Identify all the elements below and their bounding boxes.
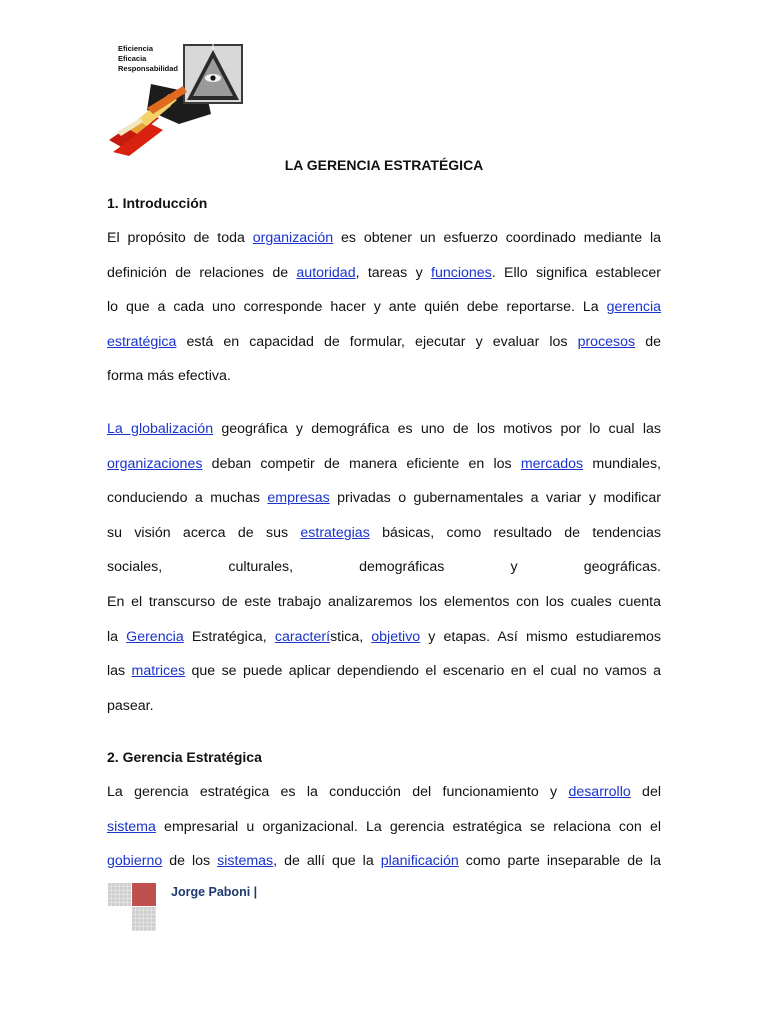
link-estrategica[interactable]: estratégica [107,333,177,350]
text-run: y [510,559,518,576]
link-mercados[interactable]: mercados [520,455,584,472]
link-la-globalizacion[interactable]: La globalización [107,421,214,437]
text-run: demográficas [359,559,445,576]
link-desarrollo[interactable]: desarrollo [568,784,631,800]
footer-logo-grid [108,883,156,931]
logo-line-eficacia: Eficacia [118,54,147,63]
paragraph-gerencia [107,775,661,879]
text-run: que se puede aplicar dependiendo el escenario en el cual no vamos a [185,663,661,680]
text-line [107,550,661,585]
text-line [107,810,661,845]
link-empresas[interactable]: empresas [267,490,330,507]
grid-squares-icon [108,883,156,931]
logo-line-responsabilidad: Responsabilidad [118,64,179,73]
text-run: su visión acerca de sus [107,524,301,541]
text-run: del [630,784,661,800]
link-objetivo[interactable]: objetivo [371,628,421,645]
text-line [107,844,661,879]
page-title: LA GERENCIA ESTRATÉGICA [284,157,484,173]
link-funciones[interactable]: funciones [431,264,492,281]
text-line [107,775,661,810]
text-line [107,290,661,325]
text-run: . Ello significa establecer [491,264,661,281]
header-logo [107,44,247,158]
text-run: está en capacidad de formular, ejecutar y evaluar los [176,333,578,350]
text-run: forma más efectiva. [107,368,231,385]
text-run: lo que a cada uno corresponde hacer y ante quién debe reportarse. La [107,299,607,316]
text-run: culturales, [228,559,294,576]
text-line [107,585,661,620]
text-line [107,447,661,482]
text-run: básicas, como resultado de tendencias [369,524,661,541]
text-run: pasear. [107,697,154,714]
text-run: La gerencia estratégica es la conducción del funcionamiento y [107,784,569,800]
link-gobierno[interactable]: gobierno [107,853,163,870]
link-sistema[interactable]: sistema [107,818,156,835]
text-line [107,689,661,724]
text-run: stica, [330,628,372,645]
link-caracteristica[interactable]: caracterí [274,628,331,645]
paragraph-globalizacion [107,412,661,723]
text-line [107,325,661,360]
text-line [107,620,661,655]
text-run: , de allí que la [273,853,381,870]
text-run: mundiales, [583,455,661,472]
text-run: deban competir de manera eficiente en los [202,455,521,472]
text-run: de los [162,853,218,870]
text-run: Estratégica, [183,628,275,645]
text-run: las [107,663,132,680]
text-run: sociales, [107,559,163,576]
link-gerencia[interactable]: gerencia [606,299,661,316]
link-estrategias[interactable]: estrategias [300,524,370,541]
text-line [107,654,661,689]
link-planificacion[interactable]: planificación [380,853,459,870]
link-organizaciones[interactable]: organizaciones [107,455,203,472]
text-line [107,256,661,291]
logo-line-eficiencia: Eficiencia [118,44,154,53]
text-line [107,221,661,256]
text-run: , tareas y [355,264,431,281]
text-run: y etapas. Así mismo estudiaremos [420,628,661,645]
text-run: la [107,628,127,645]
text-run: geográfica y demográfica es uno de los motivos por lo cual las [213,421,661,437]
text-line [107,359,661,394]
link-sistemas[interactable]: sistemas [217,853,274,870]
text-line [107,516,661,551]
link-organizacion[interactable]: organización [252,230,334,246]
text-run: como parte inseparable de la [458,853,661,870]
section-heading-gerencia-estrategica: 2. Gerencia Estratégica [107,749,262,765]
link-autoridad[interactable]: autoridad [296,264,356,281]
link-procesos[interactable]: procesos [577,333,636,350]
paragraph-intro [107,221,661,394]
section-heading-introduccion: 1. Introducción [107,195,208,211]
text-run: privadas o gubernamentales a variar y modificar [329,490,661,507]
link-matrices[interactable]: matrices [131,663,186,680]
text-line [107,481,661,516]
footer-author-name: Jorge Paboni | [171,885,258,899]
text-run: conduciendo a muchas [107,490,268,507]
text-run: definición de relaciones de [107,264,297,281]
text-run: de [635,333,661,350]
logo-text [118,44,178,74]
text-run: geográficas. [583,559,661,576]
link-gerencia-2[interactable]: Gerencia [126,628,184,645]
text-run: empresarial u organizacional. La gerencia estratégica se relaciona con el [155,818,661,835]
text-run: es obtener un esfuerzo coordinado mediante la [333,230,661,246]
text-run: En el transcurso de este trabajo analizaremos los elementos con los cuales cuenta [107,593,661,610]
text-run: El propósito de toda [107,230,253,246]
text-line [107,412,661,447]
